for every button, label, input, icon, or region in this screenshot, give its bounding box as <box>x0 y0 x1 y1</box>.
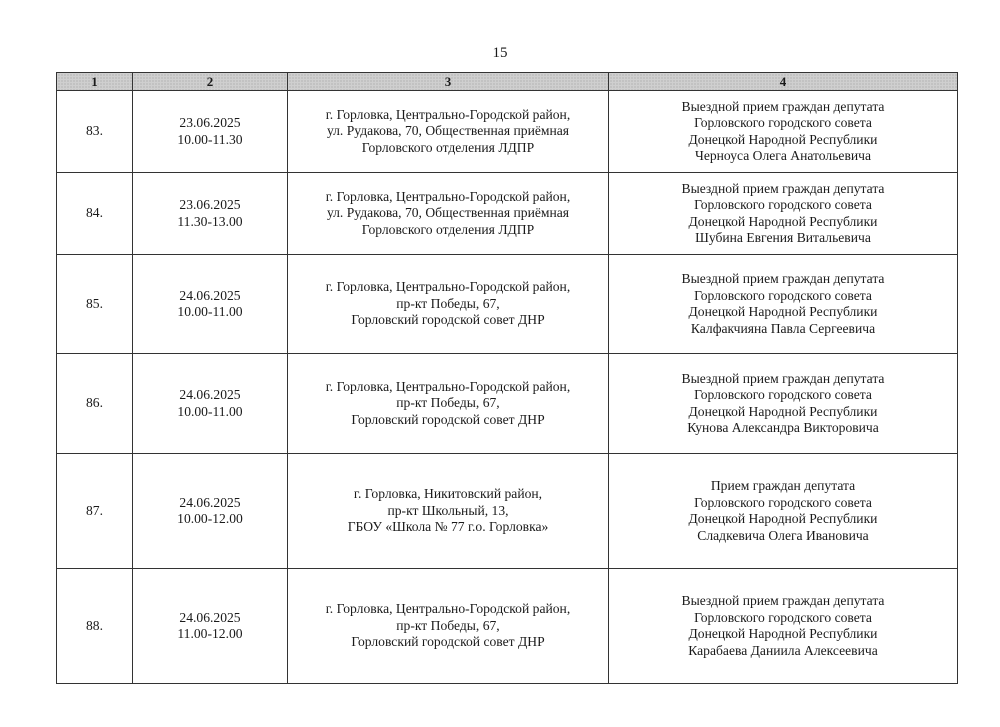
event-line: Донецкой Народной Республики <box>688 626 878 641</box>
row-datetime <box>133 454 288 569</box>
table-row <box>57 255 958 354</box>
row-date: 23.06.2025 <box>179 115 241 130</box>
row-address <box>288 173 609 255</box>
address-line: пр-кт Победы, 67, <box>396 395 500 411</box>
event-line: Сладкевича Олега Ивановича <box>697 527 869 543</box>
event-line: Выездной прием граждан депутата <box>681 593 885 608</box>
row-address <box>288 255 609 354</box>
event-line: Прием граждан депутата <box>710 478 856 493</box>
address-line: г. Горловка, Центрально-Городской район, <box>325 106 571 122</box>
address-line: пр-кт Школьный, 13, <box>387 502 509 518</box>
event-line: Горловского городского совета <box>694 115 872 130</box>
address-line: Горловского отделения ЛДПР <box>361 221 535 237</box>
address-line: пр-кт Победы, 67, <box>396 295 500 311</box>
event-line: Горловского городского совета <box>694 197 872 212</box>
event-line: Горловского городского совета <box>694 609 872 625</box>
address-line: Горловского отделения ЛДПР <box>361 139 535 155</box>
row-event <box>609 91 958 173</box>
column-header-date: 2 <box>133 73 288 91</box>
row-event <box>609 173 958 255</box>
address-line: г. Горловка, Центрально-Городской район, <box>325 378 571 394</box>
event-line: Горловского городского совета <box>694 387 872 402</box>
row-time: 11.00-12.00 <box>177 626 243 641</box>
table-row <box>57 354 958 454</box>
row-number: 86. <box>57 354 133 454</box>
row-time: 10.00-11.00 <box>177 304 243 319</box>
row-datetime <box>133 91 288 173</box>
table-header-row <box>57 73 958 91</box>
row-address <box>288 354 609 454</box>
event-line: Выездной прием граждан депутата <box>681 370 885 386</box>
address-line: Горловский городской совет ДНР <box>351 634 545 650</box>
column-header-address: 3 <box>288 73 609 91</box>
event-line: Выездной прием граждан депутата <box>681 98 885 114</box>
event-line: Выездной прием граждан депутата <box>681 180 885 196</box>
row-event <box>609 255 958 354</box>
row-date: 23.06.2025 <box>179 197 241 212</box>
event-line: Черноуса Олега Анатольевича <box>694 148 872 163</box>
address-line: ГБОУ «Школа № 77 г.о. Горловка» <box>347 519 549 535</box>
address-line: Горловский городской совет ДНР <box>351 312 545 328</box>
event-line: Выездной прием граждан депутата <box>681 271 885 286</box>
event-line: Донецкой Народной Республики <box>688 511 878 526</box>
event-line: Горловского городского совета <box>694 494 872 510</box>
address-line: Горловский городской совет ДНР <box>351 411 545 427</box>
table-row <box>57 569 958 684</box>
schedule-table <box>56 72 958 684</box>
event-line: Карабаева Даниила Алексеевича <box>688 642 878 658</box>
row-address <box>288 569 609 684</box>
column-header-number: 1 <box>57 73 133 91</box>
event-line: Калфакчияна Павла Сергеевича <box>690 320 876 336</box>
row-date: 24.06.2025 <box>179 387 241 402</box>
row-datetime <box>133 569 288 684</box>
address-line: пр-кт Победы, 67, <box>396 617 500 633</box>
event-line: Донецкой Народной Республики <box>688 213 878 229</box>
row-datetime <box>133 354 288 454</box>
event-line: Шубина Евгения Витальевича <box>695 230 871 245</box>
row-number: 88. <box>57 569 133 684</box>
row-datetime <box>133 255 288 354</box>
row-date: 24.06.2025 <box>179 287 241 303</box>
row-date: 24.06.2025 <box>179 609 241 625</box>
address-line: г. Горловка, Центрально-Городской район, <box>325 279 571 295</box>
event-line: Горловского городского совета <box>694 287 872 303</box>
row-address <box>288 454 609 569</box>
table-row <box>57 91 958 173</box>
row-address <box>288 91 609 173</box>
address-line: г. Горловка, Никитовский район, <box>353 486 543 502</box>
row-time: 10.00-11.00 <box>177 403 243 419</box>
row-event <box>609 569 958 684</box>
page-number: 15 <box>492 45 508 61</box>
row-number: 87. <box>57 454 133 569</box>
column-header-event: 4 <box>609 73 958 91</box>
table-row <box>57 454 958 569</box>
table-row <box>57 173 958 255</box>
event-line: Кунова Александра Викторовича <box>687 420 879 435</box>
event-line: Донецкой Народной Республики <box>688 403 878 419</box>
event-line: Донецкой Народной Республики <box>688 304 878 319</box>
address-line: г. Горловка, Центрально-Городской район, <box>325 601 571 617</box>
row-number: 83. <box>57 91 133 173</box>
row-number: 84. <box>57 173 133 255</box>
row-time: 11.30-13.00 <box>177 213 243 229</box>
address-line: ул. Рудакова, 70, Общественная приёмная <box>326 205 570 221</box>
row-event <box>609 454 958 569</box>
row-event <box>609 354 958 454</box>
row-date: 24.06.2025 <box>179 494 241 510</box>
address-line: г. Горловка, Центрально-Городской район, <box>325 188 571 204</box>
address-line: ул. Рудакова, 70, Общественная приёмная <box>326 123 570 139</box>
event-line: Донецкой Народной Республики <box>688 131 878 147</box>
row-time: 10.00-12.00 <box>177 511 243 526</box>
row-number: 85. <box>57 255 133 354</box>
row-time: 10.00-11.30 <box>177 131 243 147</box>
row-datetime <box>133 173 288 255</box>
